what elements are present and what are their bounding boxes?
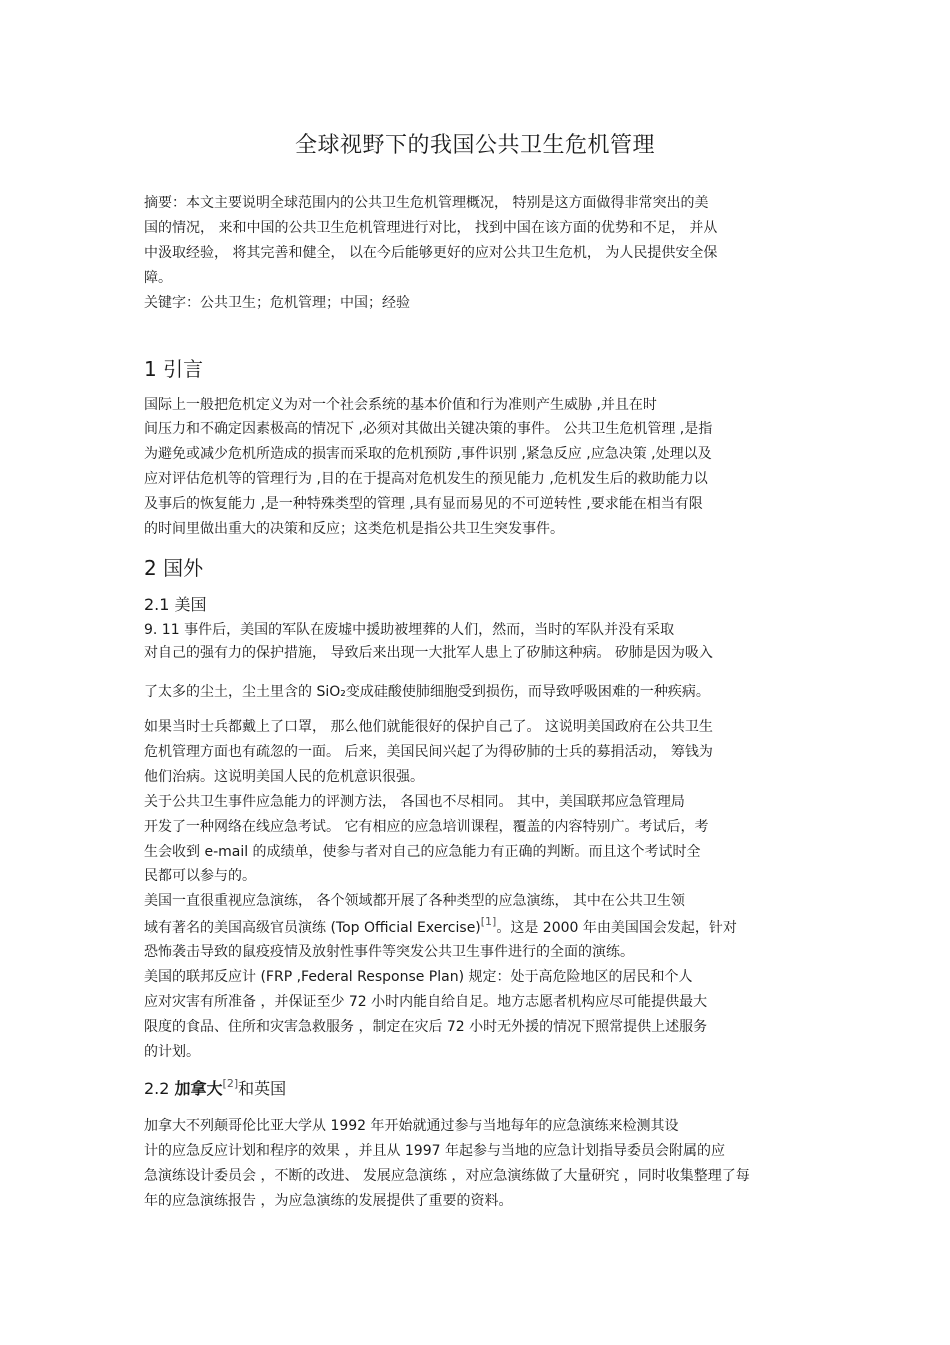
paragraph-line: 恐怖袭击导致的鼠疫疫情及放射性事件等突发公共卫生事件进行的全面的演练。 bbox=[144, 944, 634, 960]
paragraph-line: 计的应急反应计划和程序的效果 ，并且从 1997 年起参与当地的应急计划指导委员会附属的应 bbox=[144, 1143, 725, 1159]
line-text: 域有著名的美国高级官员演练 (Top Official Exercise) bbox=[144, 920, 481, 936]
abstract-line: 障。 bbox=[144, 270, 172, 286]
paragraph-line: 美国一直很重视应急演练， 各个领域都开展了各种类型的应急演练， 其中在公共卫生领 bbox=[144, 893, 685, 909]
paragraph-line: 9. 11 事件后，美国的军队在废墟中援助被埋葬的人们，然而，当时的军队并没有采取 bbox=[144, 622, 675, 638]
section-heading-abroad: 2 国外 bbox=[144, 556, 204, 580]
paragraph-line: 应对灾害有所准备 ，并保证至少 72 小时内能自给自足。地方志愿者机构应尽可能提供最大 bbox=[144, 994, 708, 1010]
paragraph-line: 间压力和不确定因素极高的情况下 ,必须对其做出关键决策的事件。 公共卫生危机管理 ,是指 bbox=[144, 421, 713, 437]
paragraph-line: 关于公共卫生事件应急能力的评测方法， 各国也不尽相同。 其中，美国联邦应急管理局 bbox=[144, 794, 685, 810]
citation-1[interactable]: [1] bbox=[480, 915, 497, 928]
paragraph-line: 年的应急演练报告 ，为应急演练的发展提供了重要的资料。 bbox=[144, 1193, 513, 1209]
paragraph-line: 生会收到 e-mail 的成绩单，使参与者对自己的应急能力有正确的判断。而且这个考试时全 bbox=[144, 844, 701, 860]
abstract-line: 中汲取经验， 将其完善和健全， 以在今后能够更好的应对公共卫生危机， 为人民提供安全保 bbox=[144, 245, 718, 261]
paragraph-line: 及事后的恢复能力 ,是一种特殊类型的管理 ,具有显而易见的不可逆转性 ,要求能在相当有限 bbox=[144, 496, 703, 512]
paragraph-line: 了太多的尘土，尘土里含的 SiO₂变成硅酸使肺细胞受到损伤，而导致呼吸困难的一种疾病。 bbox=[144, 684, 710, 700]
subsection-name-uk: 和英国 bbox=[238, 1079, 287, 1098]
paragraph-line: 急演练设计委员会 ，不断的改进、 发展应急演练 ，对应急演练做了大量研究 ，同时收集整理了每 bbox=[144, 1168, 750, 1184]
abstract-line: 国的情况， 来和中国的公共卫生危机管理进行对比， 找到中国在该方面的优势和不足， 并从 bbox=[144, 220, 718, 236]
abstract-line: 摘要：本文主要说明全球范围内的公共卫生危机管理概况， 特别是这方面做得非常突出的美 bbox=[144, 195, 709, 211]
paragraph-line: 加拿大不列颠哥伦比亚大学从 1992 年开始就通过参与当地每年的应急演练来检测其设 bbox=[144, 1118, 679, 1134]
paragraph-line: 美国的联邦反应计 (FRP ,Federal Response Plan) 规定：处于高危险地区的居民和个人 bbox=[144, 969, 693, 985]
paragraph-line: 开发了一种网络在线应急考试。 它有相应的应急培训课程，覆盖的内容特别广。考试后，考 bbox=[144, 819, 709, 835]
keywords-line: 关键字：公共卫生；危机管理；中国；经验 bbox=[144, 295, 410, 311]
paragraph-line: 民都可以参与的。 bbox=[144, 868, 256, 884]
section-heading-intro: 1 引言 bbox=[144, 357, 204, 381]
subsection-heading-canada-uk bbox=[144, 1078, 286, 1102]
document-title: 全球视野下的我国公共卫生危机管理 bbox=[294, 133, 655, 158]
subsection-heading-usa: 2.1 美国 bbox=[144, 595, 207, 614]
paragraph-line: 限度的食品、住所和灾害急救服务 ，制定在灾后 72 小时无外援的情况下照常提供上述服务 bbox=[144, 1019, 708, 1035]
paragraph-line: 如果当时士兵都戴上了口罩， 那么他们就能很好的保护自己了。 这说明美国政府在公共卫生 bbox=[144, 719, 713, 735]
paragraph-line: 为避免或减少危机所造成的损害而采取的危机预防 ,事件识别 ,紧急反应 ,应急决策 ,处理以及 bbox=[144, 446, 712, 462]
paragraph-line bbox=[144, 915, 814, 939]
citation-2[interactable]: [2] bbox=[222, 1077, 239, 1090]
paragraph-line: 对自己的强有力的保护措施， 导致后来出现一大批军人患上了矽肺这种病。 矽肺是因为吸入 bbox=[144, 645, 713, 661]
paragraph-line: 的计划。 bbox=[144, 1044, 200, 1060]
subsection-name-canada: 加拿大 bbox=[174, 1079, 223, 1098]
paragraph-line: 应对评估危机等的管理行为 ,目的在于提高对危机发生的预见能力 ,危机发生后的救助能力以 bbox=[144, 471, 708, 487]
paragraph-line: 的时间里做出重大的决策和反应；这类危机是指公共卫生突发事件。 bbox=[144, 521, 564, 537]
paragraph-line: 危机管理方面也有疏忽的一面。 后来，美国民间兴起了为得矽肺的士兵的募捐活动， 筹钱为 bbox=[144, 744, 713, 760]
paragraph-line: 他们治病。这说明美国人民的危机意识很强。 bbox=[144, 769, 424, 785]
line-text: 。这是 2000 年由美国国会发起，针对 bbox=[496, 920, 737, 936]
paragraph-line: 国际上一般把危机定义为对一个社会系统的基本价值和行为准则产生威胁 ,并且在时 bbox=[144, 397, 657, 413]
subsection-number: 2.2 bbox=[144, 1079, 175, 1098]
